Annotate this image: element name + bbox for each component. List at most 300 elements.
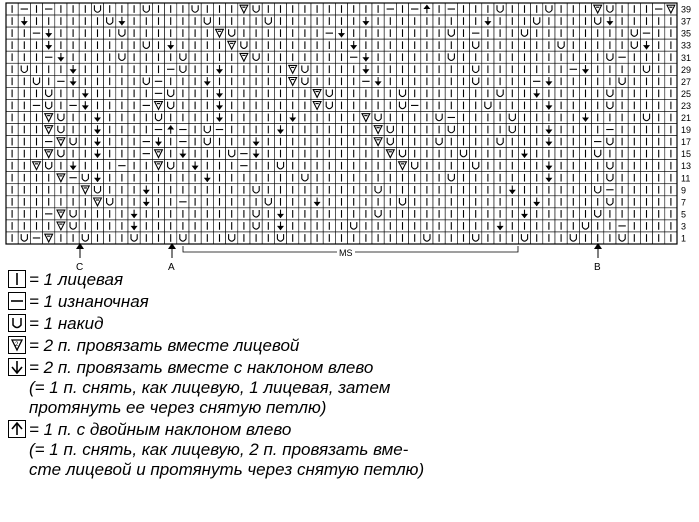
knit-stitch: [470, 136, 482, 148]
knit-stitch: [445, 39, 457, 51]
knit-stitch: [6, 3, 18, 15]
purl-stitch: [640, 27, 652, 39]
knit-stitch: [43, 15, 55, 27]
knit-stitch: [30, 87, 42, 99]
knit-stitch: [201, 148, 213, 160]
knit-stitch: [201, 196, 213, 208]
knit-stitch: [311, 184, 323, 196]
ssk-stitch: [91, 111, 103, 123]
knit-stitch: [592, 196, 604, 208]
knit-stitch: [506, 87, 518, 99]
knit-stitch: [653, 208, 665, 220]
knit-stitch: [287, 148, 299, 160]
knit-stitch: [189, 51, 201, 63]
knit-stitch: [299, 15, 311, 27]
knit-stitch: [616, 63, 628, 75]
knit-stitch: [348, 3, 360, 15]
knit-stitch: [543, 208, 555, 220]
knit-stitch: [433, 87, 445, 99]
yarn-over-stitch: [616, 75, 628, 87]
knit-stitch: [567, 111, 579, 123]
knit-stitch: [299, 160, 311, 172]
knit-stitch: [104, 99, 116, 111]
row-number: 39: [681, 4, 692, 15]
knit-stitch: [116, 39, 128, 51]
purl-stitch: [409, 3, 421, 15]
knit-stitch: [433, 51, 445, 63]
ssk-stitch: [543, 99, 555, 111]
knit-stitch: [348, 196, 360, 208]
knit-stitch: [335, 75, 347, 87]
knit-stitch: [213, 172, 225, 184]
knit-stitch: [421, 75, 433, 87]
yarn-over-stitch: [518, 27, 530, 39]
knit-stitch: [384, 220, 396, 232]
knit-stitch: [384, 208, 396, 220]
knit-stitch: [79, 111, 91, 123]
knit-stitch: [616, 111, 628, 123]
knit-stitch: [653, 136, 665, 148]
ssk-stitch: [250, 148, 262, 160]
knit-stitch: [421, 27, 433, 39]
knit-stitch: [653, 87, 665, 99]
knit-stitch: [140, 27, 152, 39]
yarn-over-stitch: [262, 15, 274, 27]
knit-stitch: [287, 172, 299, 184]
knit-stitch: [226, 111, 238, 123]
knit-stitch: [152, 220, 164, 232]
row-numbers: [681, 5, 691, 244]
knit-stitch: [250, 27, 262, 39]
yarn-over-stitch: [372, 111, 384, 123]
knit-stitch: [482, 75, 494, 87]
knit-stitch: [579, 148, 591, 160]
knit-stitch: [201, 232, 213, 244]
ssk-stitch: [274, 220, 286, 232]
ssk-stitch: [79, 87, 91, 99]
knit-stitch: [226, 15, 238, 27]
knit-stitch: [128, 124, 140, 136]
knit-stitch: [579, 232, 591, 244]
knit-stitch: [177, 160, 189, 172]
knit-stitch: [104, 160, 116, 172]
ssk-stitch: [494, 220, 506, 232]
knit-stitch: [67, 15, 79, 27]
knit-stitch: [226, 99, 238, 111]
knit-stitch: [189, 111, 201, 123]
knit-stitch: [457, 124, 469, 136]
knit-stitch: [494, 208, 506, 220]
knit-stitch: [567, 99, 579, 111]
ssk-stitch: [140, 184, 152, 196]
ssk-stitch: [213, 99, 225, 111]
knit-stitch: [91, 39, 103, 51]
knit-stitch: [409, 220, 421, 232]
knit-stitch: [372, 51, 384, 63]
knit-stitch: [116, 232, 128, 244]
knit-stitch: [323, 39, 335, 51]
yarn-over-stitch: [628, 39, 640, 51]
knit-stitch: [640, 172, 652, 184]
knit-stitch: [6, 39, 18, 51]
knit-stitch: [665, 148, 677, 160]
yarn-over-stitch: [604, 196, 616, 208]
knit-stitch: [335, 196, 347, 208]
knit-stitch: [311, 15, 323, 27]
knit-stitch: [30, 136, 42, 148]
knit-stitch: [482, 51, 494, 63]
knit-stitch: [640, 148, 652, 160]
knit-stitch: [567, 51, 579, 63]
knit-stitch: [104, 27, 116, 39]
yarn-over-stitch: [506, 124, 518, 136]
knit-stitch: [665, 184, 677, 196]
knit-stitch: [6, 99, 18, 111]
knit-stitch: [177, 15, 189, 27]
knit-stitch: [323, 136, 335, 148]
knit-stitch: [421, 160, 433, 172]
yarn-over-stitch: [165, 160, 177, 172]
knit-stitch: [494, 15, 506, 27]
yarn-over-stitch: [55, 148, 67, 160]
knit-stitch: [177, 99, 189, 111]
marker-c-label: C: [76, 262, 84, 270]
knit-stitch: [213, 75, 225, 87]
knit-stitch: [396, 208, 408, 220]
knit-stitch: [640, 75, 652, 87]
k2tog-stitch: [30, 160, 42, 172]
knit-stitch: [177, 3, 189, 15]
chart-grid: [6, 3, 677, 244]
knit-stitch: [104, 184, 116, 196]
knit-stitch: [274, 3, 286, 15]
knit-stitch: [396, 3, 408, 15]
knit-stitch: [409, 148, 421, 160]
knit-stitch: [457, 136, 469, 148]
k2tog-stitch: [43, 148, 55, 160]
legend-yo: [8, 314, 698, 334]
purl-stitch: [360, 75, 372, 87]
row-number: 29: [681, 64, 692, 75]
knit-stitch: [311, 136, 323, 148]
knit-stitch: [579, 184, 591, 196]
knit-stitch: [30, 111, 42, 123]
ssk-stitch: [189, 160, 201, 172]
knit-stitch: [384, 27, 396, 39]
knit-stitch: [177, 87, 189, 99]
knit-stitch: [457, 232, 469, 244]
knit-stitch: [335, 232, 347, 244]
purl-stitch: [616, 51, 628, 63]
knit-stitch: [494, 111, 506, 123]
knit-stitch: [213, 39, 225, 51]
row-number: 11: [681, 173, 691, 184]
knit-stitch: [653, 172, 665, 184]
knit-stitch: [213, 184, 225, 196]
knit-stitch: [189, 63, 201, 75]
ssk-stitch: [360, 51, 372, 63]
knit-stitch: [579, 136, 591, 148]
row-number: 25: [681, 88, 692, 99]
knit-stitch: [140, 172, 152, 184]
knit-stitch: [55, 39, 67, 51]
yarn-over-stitch: [506, 111, 518, 123]
purl-stitch: [567, 63, 579, 75]
purl-stitch: [140, 99, 152, 111]
k2tog-stitch: [287, 75, 299, 87]
knit-stitch: [653, 27, 665, 39]
yarn-over-stitch: [579, 220, 591, 232]
knit-stitch: [348, 184, 360, 196]
knit-stitch: [433, 196, 445, 208]
knit-stitch: [531, 39, 543, 51]
knit-stitch: [384, 160, 396, 172]
knit-stitch: [592, 75, 604, 87]
knit-stitch: [43, 184, 55, 196]
knit-stitch: [104, 75, 116, 87]
knit-stitch: [55, 232, 67, 244]
knit-stitch: [384, 196, 396, 208]
knit-stitch: [653, 124, 665, 136]
knit-stitch: [91, 160, 103, 172]
yarn-over-stitch: [543, 3, 555, 15]
knit-stitch: [128, 15, 140, 27]
knit-stitch: [653, 51, 665, 63]
knit-stitch: [335, 39, 347, 51]
knit-stitch: [323, 124, 335, 136]
knit-stitch: [433, 208, 445, 220]
knit-stitch: [592, 124, 604, 136]
k2tog-stitch: [55, 220, 67, 232]
ssk-stitch: [543, 160, 555, 172]
ssk-stitch: [640, 39, 652, 51]
knit-stitch: [140, 208, 152, 220]
yarn-over-stitch: [433, 111, 445, 123]
marker-b-label: B: [594, 262, 601, 270]
knit-stitch: [262, 148, 274, 160]
knit-stitch: [579, 124, 591, 136]
yarn-over-stitch: [518, 232, 530, 244]
yarn-over-stitch: [323, 99, 335, 111]
knit-stitch: [67, 87, 79, 99]
k2tog-stitch: [238, 51, 250, 63]
knit-stitch: [579, 3, 591, 15]
knit-stitch: [104, 124, 116, 136]
yarn-over-stitch: [165, 99, 177, 111]
knit-stitch: [543, 148, 555, 160]
knit-stitch: [616, 136, 628, 148]
knit-stitch: [445, 99, 457, 111]
knit-stitch: [372, 160, 384, 172]
k2tog-stitch: [238, 3, 250, 15]
ssk-stitch: [531, 196, 543, 208]
knit-stitch: [470, 99, 482, 111]
knit-stitch: [262, 111, 274, 123]
knit-stitch: [274, 51, 286, 63]
knit-stitch: [396, 184, 408, 196]
knit-stitch: [213, 208, 225, 220]
yarn-over-stitch: [177, 63, 189, 75]
yarn-over-stitch: [226, 27, 238, 39]
knit-stitch: [494, 196, 506, 208]
purl-stitch: [445, 3, 457, 15]
knit-stitch: [567, 196, 579, 208]
yarn-over-stitch: [104, 196, 116, 208]
ssk-stitch: [543, 172, 555, 184]
knit-stitch: [543, 184, 555, 196]
knit-stitch: [372, 39, 384, 51]
knit-stitch: [457, 15, 469, 27]
purl-stitch: [18, 3, 30, 15]
knit-stitch: [274, 136, 286, 148]
k2tog-stitch: [592, 3, 604, 15]
knit-stitch: [628, 3, 640, 15]
knit-stitch: [213, 232, 225, 244]
knit-stitch: [79, 124, 91, 136]
knit-stitch: [457, 111, 469, 123]
knit-stitch: [409, 184, 421, 196]
knit-stitch: [457, 3, 469, 15]
yarn-over-stitch: [43, 87, 55, 99]
knit-stitch: [482, 160, 494, 172]
knit-stitch: [433, 220, 445, 232]
knit-stitch: [653, 39, 665, 51]
yarn-over-stitch: [299, 172, 311, 184]
knit-stitch: [592, 232, 604, 244]
purl-stitch: [55, 75, 67, 87]
purl-stitch: [67, 99, 79, 111]
knit-stitch: [250, 87, 262, 99]
knit-stitch: [482, 184, 494, 196]
knit-stitch: [640, 196, 652, 208]
yarn-over-stitch: [616, 232, 628, 244]
knit-stitch: [665, 51, 677, 63]
knit-stitch: [360, 99, 372, 111]
yarn-over-stitch: [396, 99, 408, 111]
knit-stitch: [104, 172, 116, 184]
knit-stitch: [433, 75, 445, 87]
knit-stitch: [396, 27, 408, 39]
knit-stitch: [152, 3, 164, 15]
knit-stitch: [494, 51, 506, 63]
yarn-over-stitch: [18, 63, 30, 75]
knit-stitch: [91, 208, 103, 220]
knit-stitch: [165, 136, 177, 148]
knit-stitch: [238, 136, 250, 148]
knit-stitch: [665, 136, 677, 148]
knit-stitch: [287, 99, 299, 111]
knit-stitch: [79, 220, 91, 232]
knit-stitch: [335, 220, 347, 232]
knit-stitch: [616, 160, 628, 172]
knit-stitch: [628, 99, 640, 111]
k2tog-stitch: [213, 27, 225, 39]
knit-stitch: [445, 148, 457, 160]
knit-stitch: [67, 232, 79, 244]
yarn-over-stitch: [250, 3, 262, 15]
knit-stitch: [91, 51, 103, 63]
knit-stitch: [592, 111, 604, 123]
knit-stitch: [348, 124, 360, 136]
knit-stitch: [238, 99, 250, 111]
knit-stitch: [287, 87, 299, 99]
knit-stitch: [531, 136, 543, 148]
knit-stitch: [579, 172, 591, 184]
legend-knit: [8, 270, 698, 290]
knit-stitch: [653, 232, 665, 244]
ssk-stitch: [372, 75, 384, 87]
knit-stitch: [43, 172, 55, 184]
knit-stitch: [360, 220, 372, 232]
knit-stitch: [18, 99, 30, 111]
knit-stitch: [250, 99, 262, 111]
ssk-stitch: [91, 148, 103, 160]
k2tog-stitch: [372, 136, 384, 148]
knit-stitch: [262, 220, 274, 232]
knit-stitch: [433, 27, 445, 39]
knit-stitch: [287, 208, 299, 220]
knit-stitch: [67, 3, 79, 15]
knit-stitch: [201, 87, 213, 99]
knit-stitch: [128, 172, 140, 184]
knit-stitch: [262, 124, 274, 136]
knit-stitch: [372, 220, 384, 232]
knit-stitch: [372, 3, 384, 15]
purl-stitch: [67, 172, 79, 184]
knit-stitch: [299, 39, 311, 51]
yarn-over-stitch: [445, 172, 457, 184]
knit-stitch: [274, 15, 286, 27]
knit-stitch: [152, 196, 164, 208]
knit-stitch: [165, 220, 177, 232]
ssk-stitch: [140, 196, 152, 208]
yarn-over-stitch: [433, 136, 445, 148]
ssk-stitch: [67, 63, 79, 75]
knit-stitch: [128, 148, 140, 160]
knit-stitch: [616, 15, 628, 27]
knit-stitch: [30, 220, 42, 232]
ssk-stitch: [79, 99, 91, 111]
knit-stitch: [445, 208, 457, 220]
yarn-over-stitch: [348, 220, 360, 232]
knit-stitch: [433, 15, 445, 27]
knit-stitch: [128, 51, 140, 63]
knit-stitch: [482, 196, 494, 208]
knit-stitch: [274, 63, 286, 75]
knit-stitch: [665, 124, 677, 136]
knit-stitch: [384, 184, 396, 196]
knit-stitch: [616, 87, 628, 99]
knit-stitch: [299, 148, 311, 160]
knit-stitch: [348, 87, 360, 99]
knit-stitch: [30, 3, 42, 15]
purl-stitch: [140, 148, 152, 160]
knit-stitch: [579, 208, 591, 220]
knit-stitch: [262, 136, 274, 148]
k2tog-stitch: [43, 111, 55, 123]
knit-stitch: [79, 27, 91, 39]
row-number: 31: [681, 52, 692, 63]
knit-stitch: [177, 208, 189, 220]
knit-stitch: [189, 124, 201, 136]
knit-stitch: [457, 27, 469, 39]
row-number: 19: [681, 125, 692, 136]
ssk-stitch: [335, 27, 347, 39]
knit-stitch: [543, 27, 555, 39]
knit-stitch: [531, 99, 543, 111]
purl-stitch: [238, 148, 250, 160]
knit-stitch: [201, 63, 213, 75]
